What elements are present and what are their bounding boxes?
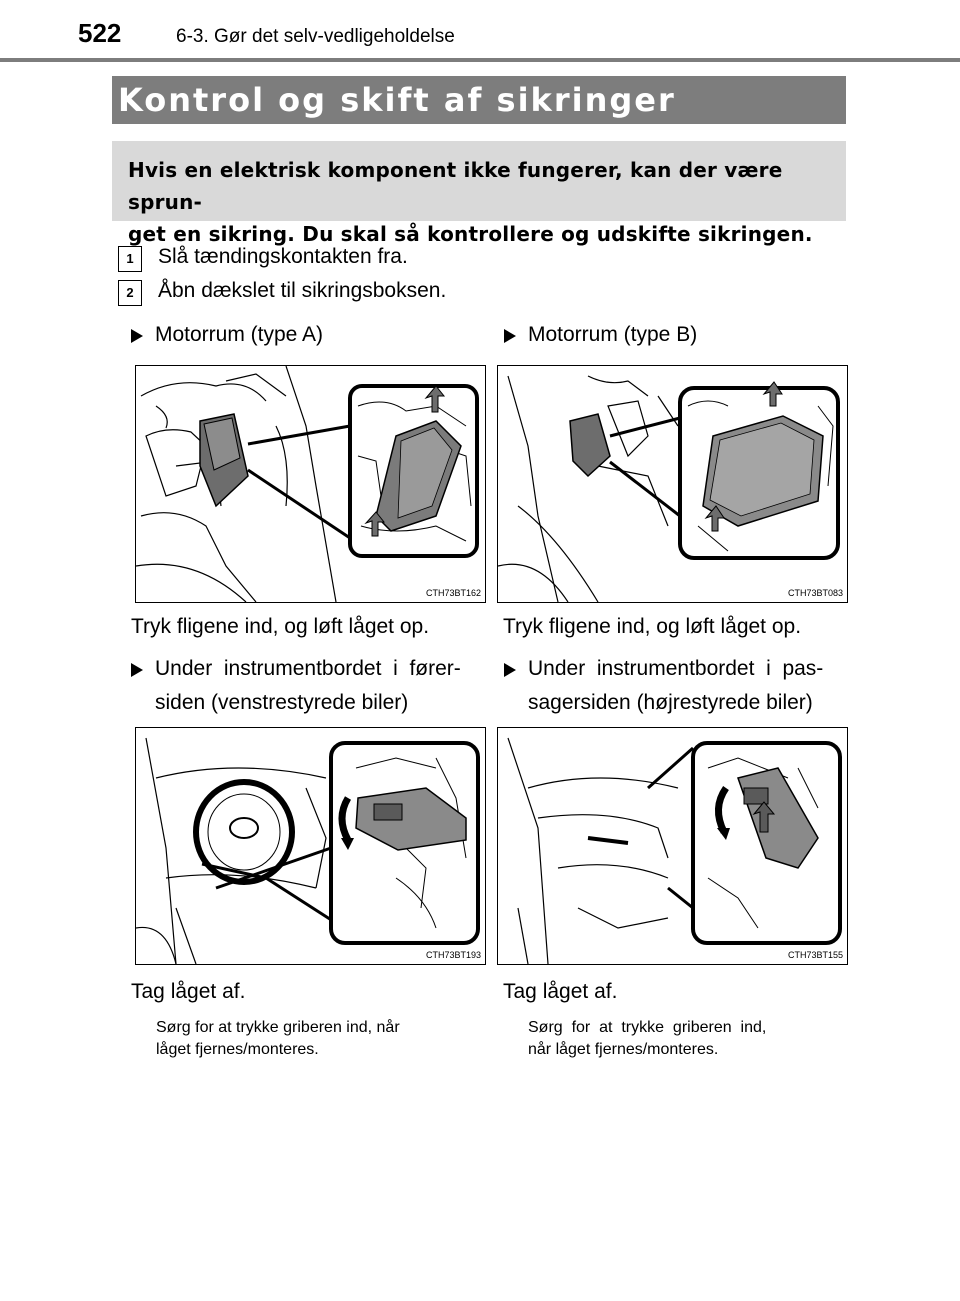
section-title: 6-3. Gør det selv-vedligeholdelse xyxy=(176,26,455,47)
note-dash-passenger xyxy=(528,1017,766,1061)
intro-text xyxy=(128,154,834,250)
step-text: Slå tændingskontakten fra. xyxy=(158,245,408,268)
engine-bay-b-illustration xyxy=(498,366,847,602)
page-header xyxy=(0,0,960,62)
figure-code: CTH73BT155 xyxy=(787,950,843,960)
intro-line: get en sikring. Du skal så kontrollere og udskifte sikringen. xyxy=(128,222,813,246)
step-number: 1 xyxy=(118,246,142,272)
figure-engine-type-a xyxy=(135,365,486,603)
intro-line: Hvis en elektrisk komponent ikke fungerer, kan der være sprun- xyxy=(128,158,783,214)
panel-heading-text: Motorrum (type B) xyxy=(528,323,698,346)
bullet-triangle-icon xyxy=(504,329,516,343)
note-line: Sørg for at trykke griberen ind, xyxy=(528,1019,767,1036)
note-line: når låget fjernes/monteres. xyxy=(528,1041,719,1058)
page-title: Kontrol og skift af sikringer xyxy=(118,81,676,119)
note-line: låget fjernes/monteres. xyxy=(156,1041,319,1058)
header-rule xyxy=(0,58,960,62)
figure-engine-type-b xyxy=(497,365,848,603)
caption-dash-driver: Tag låget af. xyxy=(131,980,246,1003)
note-line: Sørg for at trykke griberen ind, når xyxy=(156,1019,400,1036)
page-number: 522 xyxy=(78,18,122,48)
bullet-triangle-icon xyxy=(131,329,143,343)
panel-heading-text: sagersiden (højrestyrede biler) xyxy=(528,691,813,714)
figure-dash-passenger xyxy=(497,727,848,965)
bullet-triangle-icon xyxy=(504,663,516,677)
step-text: Åbn dækslet til sikringsboksen. xyxy=(158,279,447,302)
figure-code: CTH73BT162 xyxy=(425,588,481,598)
caption-engine-b: Tryk fligene ind, og løft låget op. xyxy=(503,615,802,638)
panel-heading-text: siden (venstrestyrede biler) xyxy=(155,691,409,714)
note-dash-driver xyxy=(156,1017,400,1061)
figure-code: CTH73BT083 xyxy=(787,588,843,598)
step-number: 2 xyxy=(118,280,142,306)
caption-dash-passenger: Tag låget af. xyxy=(503,980,618,1003)
figure-code: CTH73BT193 xyxy=(425,950,481,960)
caption-engine-a: Tryk fligene ind, og løft låget op. xyxy=(131,615,430,638)
panel-heading-text: Under instrumentbordet i fører- xyxy=(155,657,461,680)
dashboard-passenger-illustration xyxy=(498,728,847,964)
engine-bay-a-illustration xyxy=(136,366,485,602)
panel-heading-text: Under instrumentbordet i pas- xyxy=(528,657,824,680)
panel-heading-text: Motorrum (type A) xyxy=(155,323,324,346)
dashboard-driver-illustration xyxy=(136,728,485,964)
figure-dash-driver xyxy=(135,727,486,965)
bullet-triangle-icon xyxy=(131,663,143,677)
